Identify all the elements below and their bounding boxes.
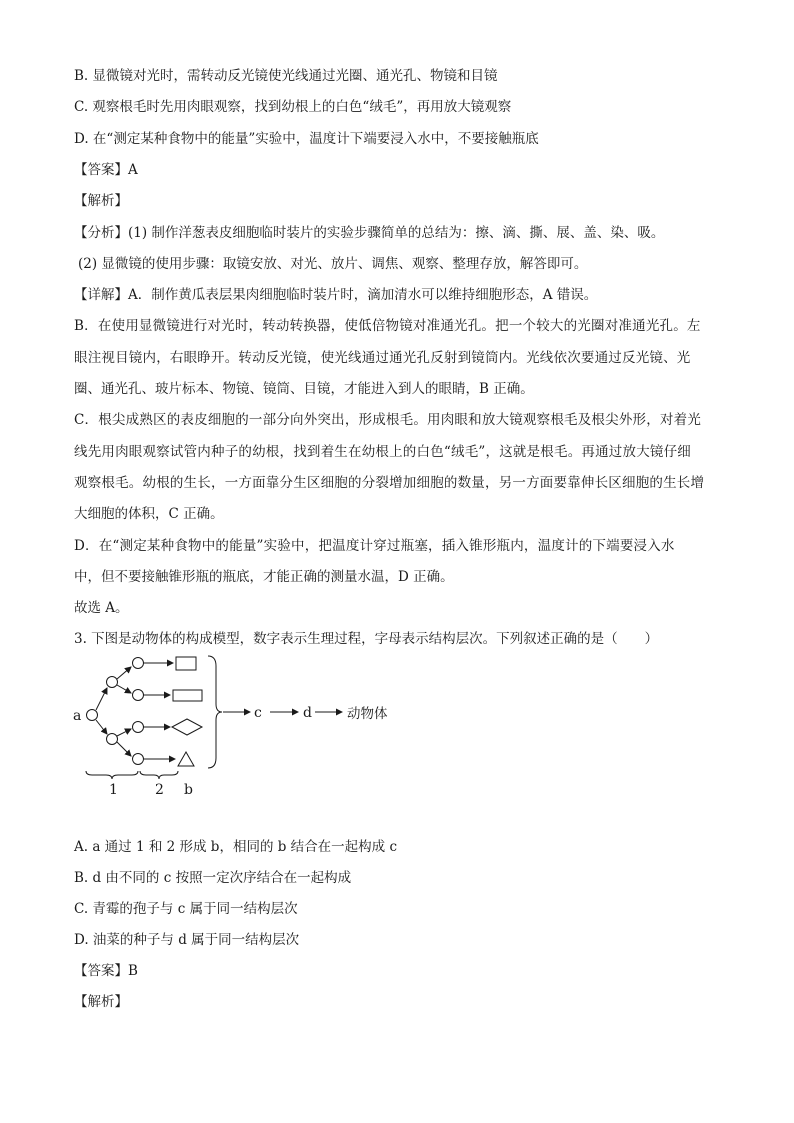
detail-d-line1: D．在“测定某种食物中的能量”实验中，把温度计穿过瓶塞，插入锥形瓶内，温度计的下端要浸入水: [74, 538, 675, 554]
option-c-q3: C. 青霉的孢子与 c 属于同一结构层次: [74, 901, 298, 917]
detail-d-line2: 中，但不要接触锥形瓶的瓶底，才能正确的测量水温，D 正确。: [74, 569, 454, 585]
detail-c-line4: 大细胞的体积，C 正确。: [74, 506, 224, 522]
analysis-point-2: (2) 显微镜的使用步骤：取镜安放、对光、放片、调焦、观察、整理存放，解答即可。: [78, 256, 588, 272]
answer-label-q3: 【答案】B: [74, 963, 138, 979]
detail-b-line2: 眼注视目镜内，右眼睁开。转动反光镜，使光线通过通光孔反射到镜筒内。光线依次要通过反光镜、光: [74, 350, 691, 366]
tissue-brace: [208, 656, 222, 768]
cell-level2-3: [133, 722, 144, 733]
analysis-label-q3: 【解析】: [74, 994, 128, 1010]
cell-level2-2: [133, 690, 144, 701]
cell-level2-4: [133, 754, 144, 765]
question-3-stem: 3. 下图是动物体的构成模型，数字表示生理过程，字母表示结构层次。下列叙述正确的是（ ）: [74, 631, 659, 647]
option-c-text: C. 观察根毛时先用肉眼观察，找到幼根上的白色“绒毛”，再用放大镜观察: [74, 99, 512, 115]
tissue-wide-rect: [173, 690, 202, 701]
conclusion: 故选 A。: [74, 600, 129, 616]
detail-a: 【详解】A．制作黄瓜表层果肉细胞临时装片时，滴加清水可以维持细胞形态，A 错误。: [74, 287, 598, 303]
tissue-triangle: [178, 752, 194, 766]
label-animal: 动物体: [347, 706, 388, 722]
cell-a-circle: [87, 710, 98, 721]
answer-label: 【答案】A: [74, 162, 138, 178]
process-2-brace: [140, 771, 178, 779]
tissue-diamond: [172, 719, 202, 735]
detail-c-line3: 观察根毛。幼根的生长，一方面靠分生区细胞的分裂增加细胞的数量，另一方面要靠伸长区细胞的生长增: [74, 475, 705, 491]
option-b-q3: B. d 由不同的 c 按照一定次序结合在一起构成: [74, 870, 352, 886]
option-d-text: D. 在“测定某种食物中的能量”实验中，温度计下端要浸入水中，不要接触瓶底: [74, 131, 539, 147]
detail-c-line1: C．根尖成熟区的表皮细胞的一部分向外突出，形成根毛。用肉眼和放大镜观察根毛及根尖外形，对着光: [74, 412, 702, 428]
detail-b-line3: 圈、通光孔、玻片标本、物镜、镜筒、目镜，才能进入到人的眼睛，B 正确。: [74, 381, 534, 397]
cell-level1-lower: [107, 734, 118, 745]
label-2: 2: [155, 782, 164, 798]
analysis-point-1: 【分析】(1) 制作洋葱表皮细胞临时装片的实验步骤简单的总结为：擦、滴、撕、展、盖、染、吸。: [74, 225, 665, 241]
cell-level1-upper: [107, 677, 118, 688]
detail-c-line2: 线先用肉眼观察试管内种子的幼根，找到着生在幼根上的白色“绒毛”，这就是根毛。再通过放大镜仔细: [74, 444, 692, 460]
option-d-q3: D. 油菜的种子与 d 属于同一结构层次: [74, 932, 300, 948]
label-b: b: [184, 782, 193, 798]
label-d: d: [303, 705, 312, 721]
animal-structure-diagram: [66, 648, 406, 798]
cell-level2-1: [133, 658, 144, 669]
label-a: a: [73, 708, 82, 724]
option-b-text: B. 显微镜对光时，需转动反光镜使光线通过光圈、通光孔、物镜和目镜: [74, 68, 498, 84]
label-c: c: [254, 705, 262, 721]
process-1-brace: [86, 771, 138, 779]
detail-b-line1: B．在使用显微镜进行对光时，转动转换器，使低倍物镜对准通光孔。把一个较大的光圈对准通光孔。左: [74, 318, 701, 334]
label-1: 1: [109, 782, 118, 798]
option-a-q3: A. a 通过 1 和 2 形成 b，相同的 b 结合在一起构成 c: [74, 839, 398, 855]
analysis-label: 【解析】: [74, 193, 128, 209]
tissue-small-rect: [176, 657, 196, 670]
